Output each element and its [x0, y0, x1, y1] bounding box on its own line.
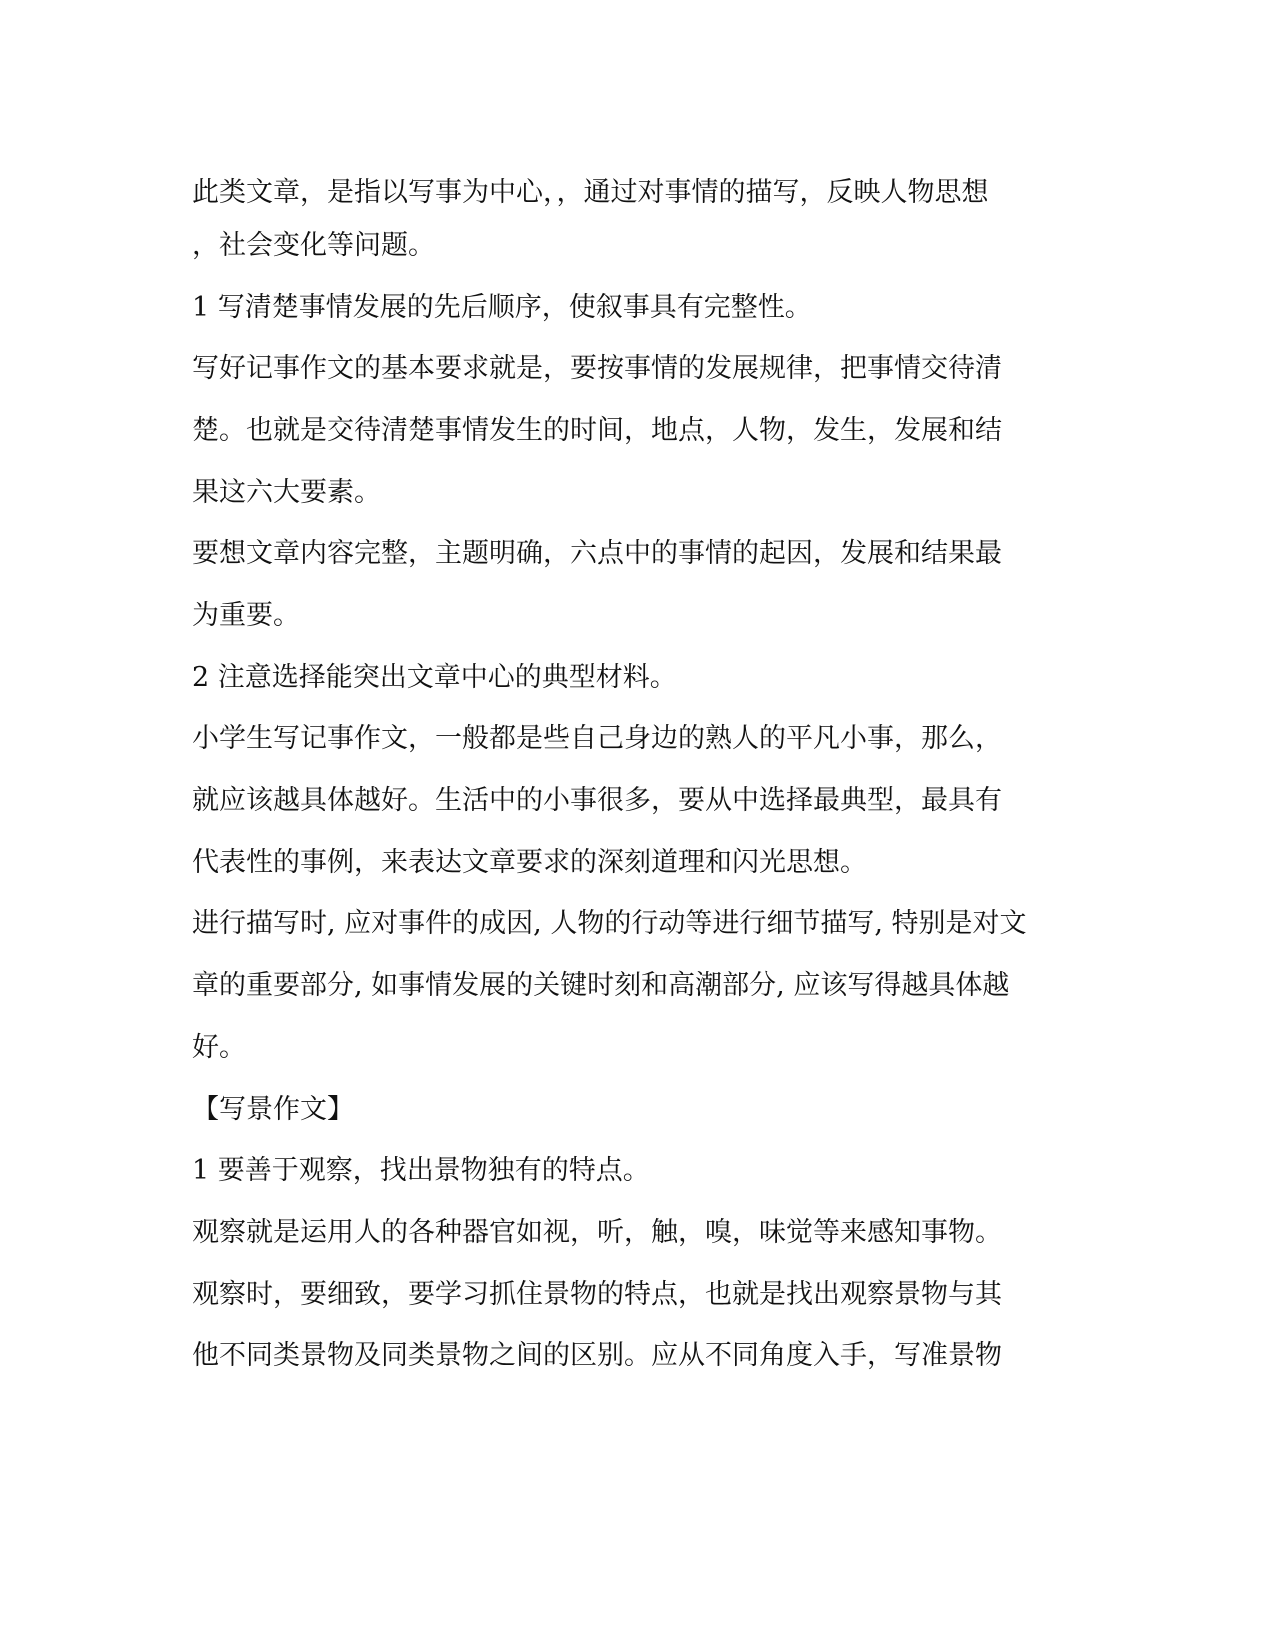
text-line: 进行描写时, 应对事件的成因, 人物的行动等进行细节描写, 特别是对文: [192, 908, 1027, 939]
text-line: 写好记事作文的基本要求就是，要按事情的发展规律，把事情交待清: [192, 353, 1002, 384]
text-line: 观察就是运用人的各种器官如视，听，触，嗅，味觉等来感知事物。: [192, 1217, 1002, 1248]
text-line: 楚。也就是交待清楚事情发生的时间，地点，人物，发生，发展和结: [192, 415, 1002, 446]
text-line: 1 写清楚事情发展的先后顺序，使叙事具有完整性。: [192, 292, 812, 323]
section-heading: 【写景作文】: [192, 1094, 354, 1125]
text-line: 观察时，要细致，要学习抓住景物的特点，也就是找出观察景物与其: [192, 1279, 1002, 1310]
text-line: 好。: [192, 1032, 246, 1063]
text-line: 为重要。: [192, 600, 300, 631]
text-line: 小学生写记事作文，一般都是些自己身边的熟人的平凡小事，那么，: [192, 723, 1002, 754]
text-line: 2 注意选择能突出文章中心的典型材料。: [192, 662, 677, 693]
text-line: 要想文章内容完整，主题明确，六点中的事情的起因，发展和结果最: [192, 538, 1002, 569]
text-line: ，社会变化等问题。: [192, 230, 435, 261]
text-line: 他不同类景物及同类景物之间的区别。应从不同角度入手，写准景物: [192, 1340, 1002, 1371]
text-line: 章的重要部分, 如事情发展的关键时刻和高潮部分, 应该写得越具体越: [192, 970, 1010, 1001]
text-line: 此类文章，是指以写事为中心，，通过对事情的描写，反映人物思想: [192, 177, 989, 208]
text-line: 果这六大要素。: [192, 477, 381, 508]
text-line: 1 要善于观察，找出景物独有的特点。: [192, 1155, 650, 1186]
text-line: 就应该越具体越好。生活中的小事很多，要从中选择最典型，最具有: [192, 785, 1002, 816]
text-line: 代表性的事例，来表达文章要求的深刻道理和闪光思想。: [192, 847, 867, 878]
